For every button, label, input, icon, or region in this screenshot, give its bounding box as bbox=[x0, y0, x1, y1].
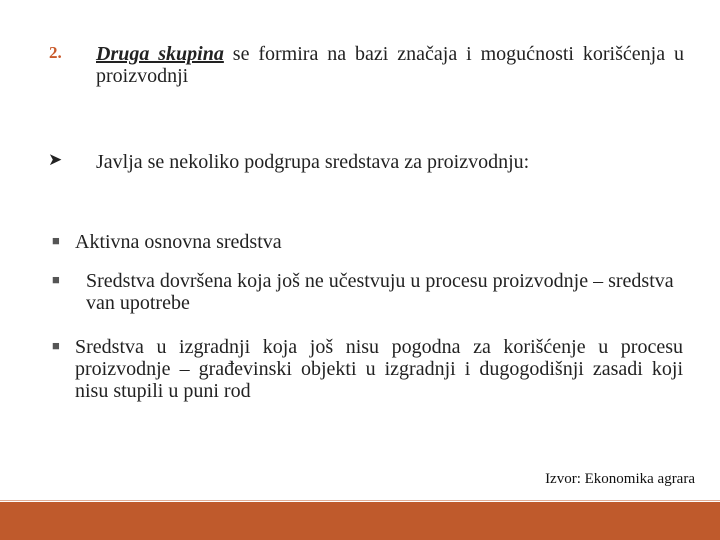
bullet-item-aktivna: Aktivna osnovna sredstva bbox=[75, 231, 282, 253]
square-bullet-icon: ■ bbox=[52, 233, 60, 248]
bullet-item-izgradnja: Sredstva u izgradnji koja još nisu pogodna za korišćenje u procesu proizvodnje – građevinski objekti u izgradnji i dugogodišnji zasadi koji nisu stupili u puni rod bbox=[75, 336, 683, 402]
bullet-item-dovrsena: Sredstva dovršena koja još ne učestvuju u procesu proizvodnje – sredstva van upotrebe bbox=[86, 270, 674, 314]
subgroups-intro: Javlja se nekoliko podgrupa sredstava za proizvodnju: bbox=[96, 151, 530, 173]
footer-band bbox=[0, 502, 720, 540]
arrow-bullet-icon: ➤ bbox=[48, 150, 63, 169]
footer-divider bbox=[0, 500, 720, 501]
numbered-marker: 2. bbox=[49, 43, 62, 62]
square-bullet-icon: ■ bbox=[52, 338, 60, 353]
item-description: se formira na bazi značaja i mogućnosti korišćenja u proizvodnji bbox=[96, 43, 684, 87]
source-citation: Izvor: Ekonomika agrara bbox=[545, 471, 695, 487]
item-lead-term: Druga skupina bbox=[96, 43, 224, 65]
item-druga-skupina bbox=[96, 43, 684, 87]
square-bullet-icon: ■ bbox=[52, 272, 60, 287]
